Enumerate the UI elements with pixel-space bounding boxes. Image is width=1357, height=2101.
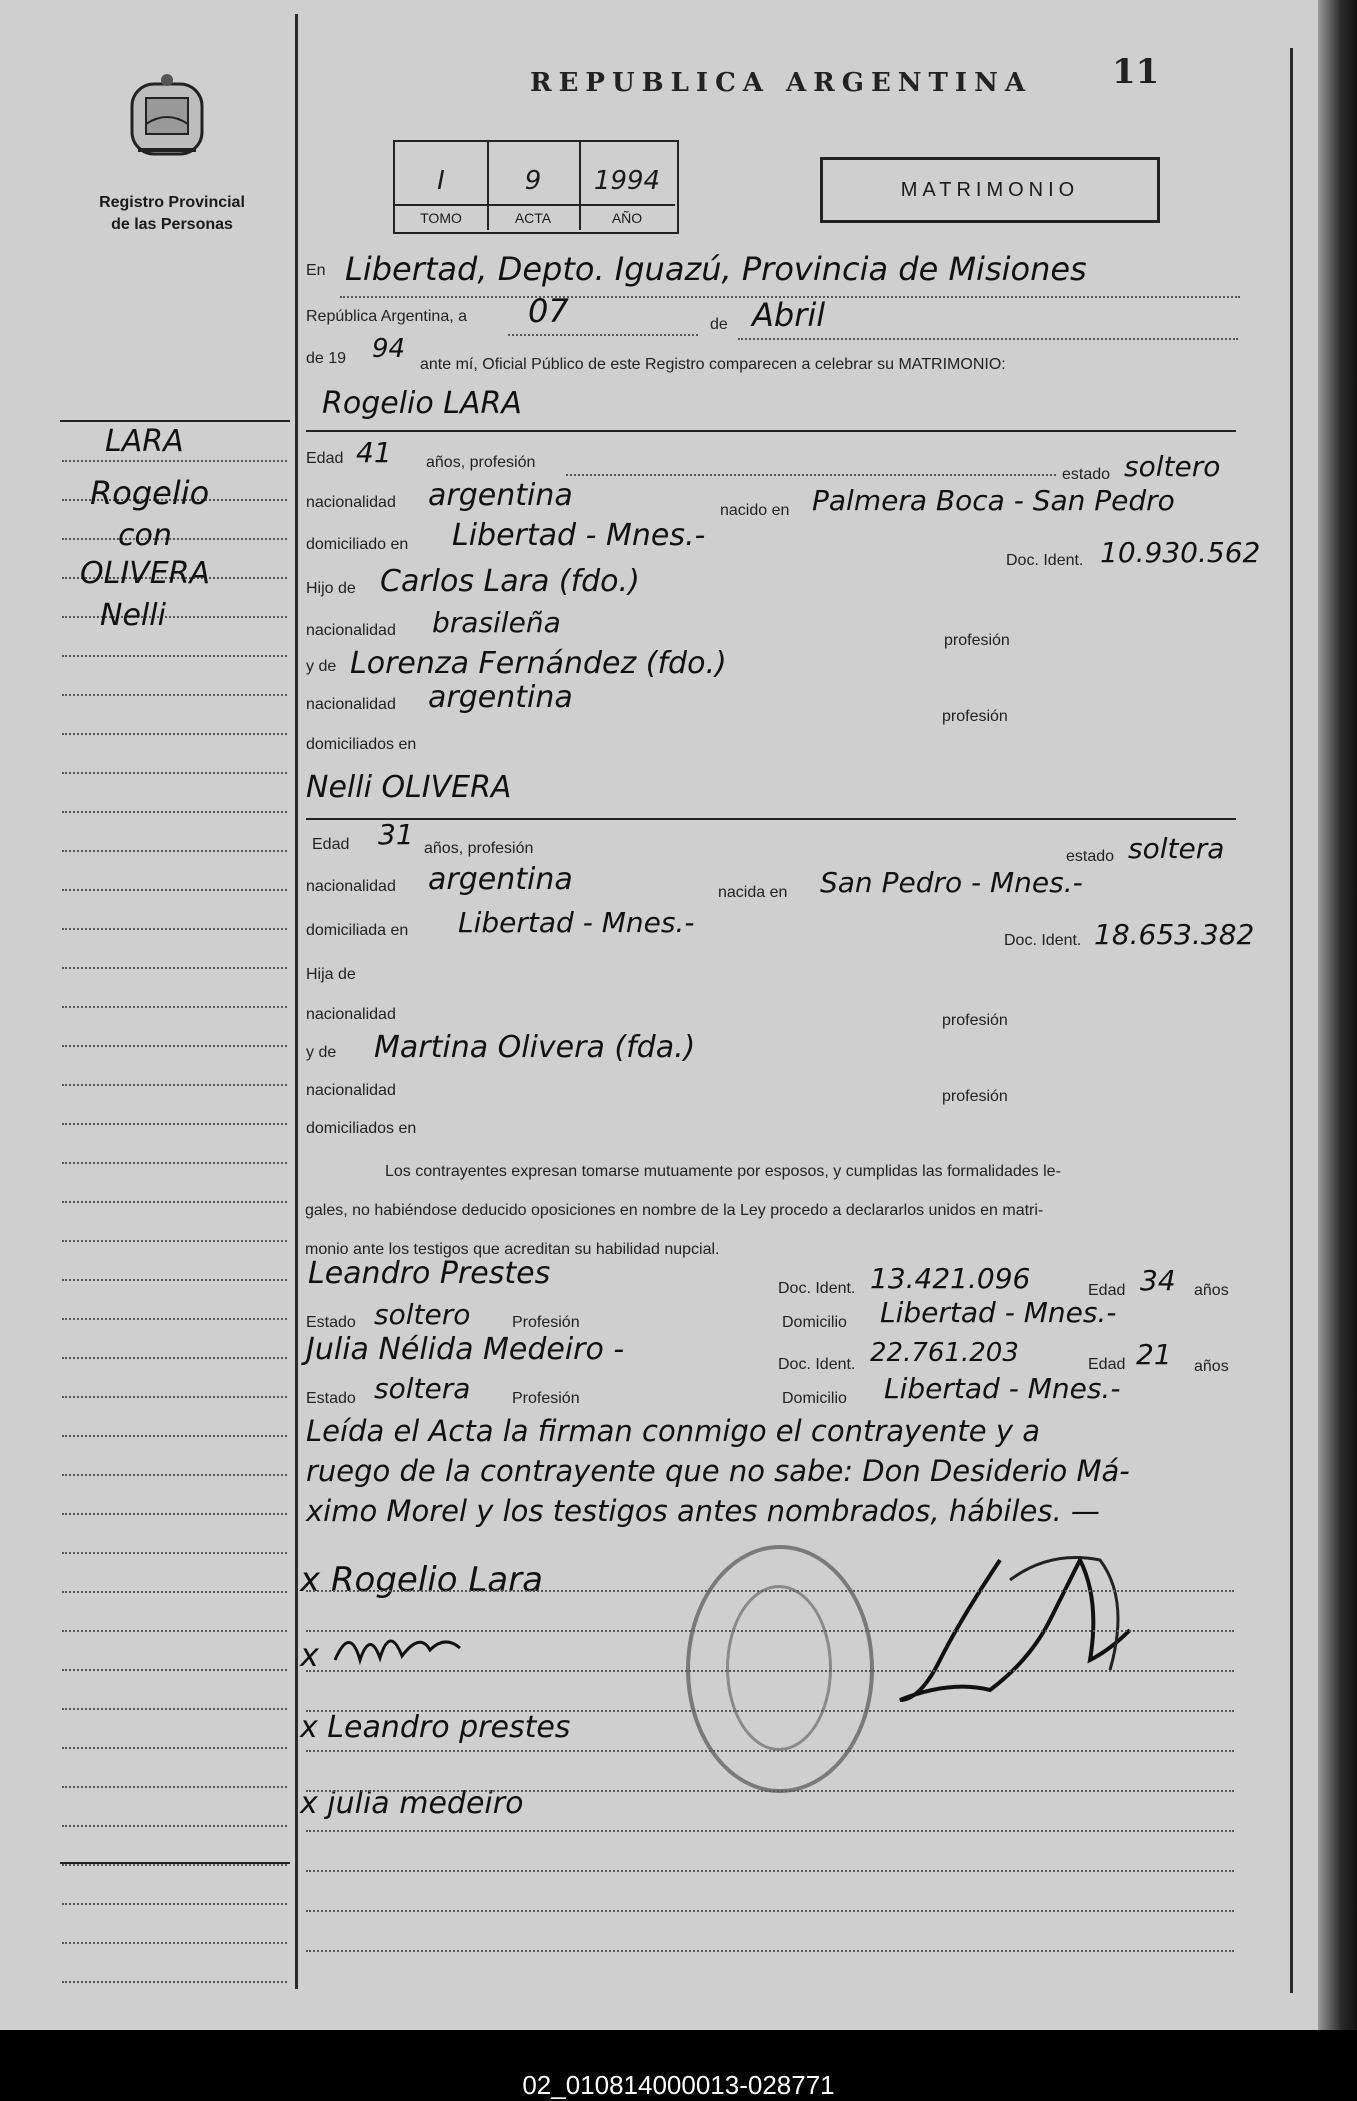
declaration-paragraph [305,1152,1235,1269]
margin-rule-line [62,1591,287,1593]
margin-rule-line [62,1708,287,1710]
margin-rule-line [62,1825,287,1827]
margin-rule-line [62,538,287,540]
margin-rule-line [62,1864,287,1866]
groom-nacionalidad: argentina [428,478,573,513]
seal-inner-ring [726,1585,832,1751]
body-rule-line [306,1590,1234,1592]
day-value: 07 [528,292,569,330]
label-nacionalidad: nacionalidad [306,696,396,713]
witness1-doc: 13.421.096 [870,1262,1031,1295]
margin-firstname: Rogelio [90,474,210,512]
paragraph-line: Los contrayentes expresan tomarse mutuamente por esposos, y cumplidas las formalidades le- [385,1163,1061,1180]
label-en: En [306,262,326,279]
acta-cell [487,142,581,230]
bride-doc: 18.653.382 [1094,918,1255,951]
closing-line: ximo Morel y los testigos antes nombrados, hábiles. — [306,1494,1100,1528]
label-nacionalidad: nacionalidad [306,494,396,511]
groom-domicilio: Libertad - Mnes.- [452,518,706,553]
day-line [508,334,698,336]
label-nacido-en: nacido en [720,502,790,519]
margin-rule-line [62,1630,287,1632]
margin-rule-line [62,1084,287,1086]
body-rule-line [306,1950,1234,1952]
margin-rule-line [62,1513,287,1515]
paragraph-line: gales, no habiéndose deducido oposiciones en nombre de la Ley procedo a declararlos unidos en matri- [305,1202,1044,1219]
bride-mother: Martina Olivera (fda.) [374,1030,696,1065]
label-nacionalidad: nacionalidad [306,1006,396,1023]
body-rule-line [306,1830,1234,1832]
label-estado: estado [1066,848,1115,865]
margin-rule-line [62,1903,287,1905]
tomo-label: TOMO [395,204,487,230]
bride-birthplace: San Pedro - Mnes.- [820,866,1083,899]
margin-rule-line [62,1942,287,1944]
tomo-cell [395,142,489,230]
margin-rule-line [62,1435,287,1437]
margin-rule-line [62,694,287,696]
label-de: de [710,316,728,333]
label-hijo-de: Hijo de [306,580,356,597]
document-type-box: MATRIMONIO [820,157,1160,223]
label-profesion: profesión [942,708,1008,725]
margin-rule-line [62,1552,287,1554]
margin-rule-line [62,1981,287,1983]
margin-rule-line [62,1747,287,1749]
body-rule-line [306,1910,1234,1912]
label-profesion-cap: Profesión [512,1390,580,1407]
margin-bride-firstname: Nelli [100,598,166,633]
margin-rule-line [62,1669,287,1671]
label-edad: Edad [306,450,344,467]
margin-rule-line [62,1279,287,1281]
paragraph-line: monio ante los testigos que acreditan su habilidad nupcial. [305,1241,720,1258]
bride-estado: soltera [1128,832,1225,865]
book-binding [1318,0,1357,2030]
witness2-estado: soltera [374,1372,471,1405]
groom-father-nacionalidad: brasileña [432,606,561,639]
acta-box [393,140,679,234]
year-value: 94 [372,334,406,364]
groom-birthplace: Palmera Boca - San Pedro [812,484,1175,517]
witness1-estado: soltero [374,1298,471,1331]
label-doc-ident: Doc. Ident. [778,1356,856,1373]
margin-rule-line [62,1318,287,1320]
acta-value: 9 [524,166,542,196]
official-seal-stamp [686,1545,874,1793]
label-estado-cap: Estado [306,1390,356,1407]
anio-label: AÑO [579,204,675,230]
label-edad: Edad [1088,1356,1126,1373]
witness2-age: 21 [1136,1338,1172,1371]
margin-rule-line [62,1006,287,1008]
label-nacionalidad: nacionalidad [306,878,396,895]
label-de-19: de 19 [306,350,347,367]
label-profesion-cap: Profesión [512,1314,580,1331]
bride-nacionalidad: argentina [428,862,573,897]
bride-age: 31 [378,818,414,851]
margin-bride-surname: OLIVERA [80,556,211,591]
page-number: 11 [1112,52,1160,92]
label-doc-ident: Doc. Ident. [1004,932,1082,949]
margin-rule-line [62,1201,287,1203]
label-profesion: profesión [942,1088,1008,1105]
groom-name: Rogelio LARA [322,386,522,421]
witness1-domicilio: Libertad - Mnes.- [880,1296,1117,1329]
footer-code: 02_010814000013-028771 [522,2070,835,2100]
groom-profesion-line [566,474,1056,476]
label-edad: Edad [1088,1282,1126,1299]
margin-rule-line [62,967,287,969]
label-anos: años [1194,1358,1229,1375]
month-value: Abril [752,296,826,334]
margin-rule-line [62,1396,287,1398]
margin-bottom-rule [60,1862,290,1864]
witness2-domicilio: Libertad - Mnes.- [884,1372,1121,1405]
margin-rule-line [62,733,287,735]
bride-domicilio: Libertad - Mnes.- [458,906,695,939]
margin-rule-line [62,1045,287,1047]
label-domiciliado: domiciliado en [306,536,409,553]
country-title: REPUBLICA ARGENTINA [530,68,1033,98]
witness1-name: Leandro Prestes [308,1256,551,1291]
acta-label: ACTA [487,204,579,230]
margin-rule-line [62,772,287,774]
signature-witness-morel: x [300,1636,319,1674]
label-estado: estado [1062,466,1111,483]
label-domiciliados: domiciliados en [306,736,417,753]
label-domiciliados: domiciliados en [306,1120,417,1137]
register-line-1: Registro Provincial [99,194,245,211]
label-domicilio: Domicilio [782,1314,847,1331]
label-estado-cap: Estado [306,1314,356,1331]
margin-rule-line [62,1474,287,1476]
groom-estado: soltero [1124,450,1221,483]
witness2-name: Julia Nélida Medeiro - [306,1332,625,1367]
groom-mother: Lorenza Fernández (fdo.) [350,646,727,681]
margin-rule-line [62,1357,287,1359]
label-nacionalidad: nacionalidad [306,1082,396,1099]
body-rule-line [306,1870,1234,1872]
groom-doc: 10.930.562 [1100,536,1261,569]
margin-rule-line [62,1786,287,1788]
margin-rule-line [62,460,287,462]
body-rule-line [306,1630,1234,1632]
margin-rule-line [62,655,287,657]
right-border-rule [1290,48,1293,1993]
label-y-de: y de [306,658,337,675]
label-ante: ante mí, Oficial Público de este Registro comparecen a celebrar su MATRIMONIO: [420,356,1006,373]
closing-line: ruego de la contrayente que no sabe: Don Desiderio Má- [306,1454,1130,1488]
bride-name: Nelli OLIVERA [306,770,512,805]
label-y-de: y de [306,1044,337,1061]
margin-rule-line [62,889,287,891]
witness1-age: 34 [1140,1264,1176,1297]
margin-rule-line [62,850,287,852]
margin-rule-line [62,1240,287,1242]
tomo-value: I [437,166,445,196]
misiones-crest-icon [128,70,206,166]
margin-rule-line [62,1162,287,1164]
label-anos-profesion: años, profesión [426,454,536,471]
place-value: Libertad, Depto. Iguazú, Provincia de Misiones [345,250,1087,288]
body-rule-line [306,1670,1234,1672]
margin-rule-line [62,928,287,930]
label-nacionalidad: nacionalidad [306,622,396,639]
margin-con: con [118,518,172,553]
label-anos: años [1194,1282,1229,1299]
groom-mother-nacionalidad: argentina [428,680,573,715]
label-profesion: profesión [944,632,1010,649]
anio-cell [579,142,675,230]
label-edad: Edad [312,836,350,853]
anio-value: 1994 [593,166,661,196]
register-name [72,192,272,236]
signature-witness1: x Leandro prestes [300,1710,571,1745]
signature-groom: x Rogelio Lara [300,1560,543,1600]
closing-line: Leída el Acta la firman conmigo el contrayente y a [306,1414,1040,1448]
margin-surname: LARA [105,424,184,459]
register-line-2: de las Personas [111,216,233,233]
witness2-doc: 22.761.203 [870,1338,1019,1368]
body-rule-line [306,1750,1234,1752]
groom-father: Carlos Lara (fdo.) [380,564,640,599]
label-domiciliada: domiciliada en [306,922,409,939]
margin-divider [295,14,298,1989]
label-anos-profesion: años, profesión [424,840,534,857]
margin-rule-line [62,616,287,618]
groom-name-rule [306,430,1236,432]
bride-name-rule [306,818,1236,820]
label-hija-de: Hija de [306,966,356,983]
label-domicilio: Domicilio [782,1390,847,1407]
label-nacida-en: nacida en [718,884,788,901]
groom-age: 41 [356,436,392,469]
margin-rule-line [62,1123,287,1125]
label-doc-ident: Doc. Ident. [1006,552,1084,569]
label-republica: República Argentina, a [306,308,467,325]
body-rule-line [306,1790,1234,1792]
margin-top-rule [60,420,290,422]
label-doc-ident: Doc. Ident. [778,1280,856,1297]
body-rule-line [306,1710,1234,1712]
signature-witness2: x julia medeiro [300,1786,524,1821]
month-line [738,338,1238,340]
margin-rule-line [62,811,287,813]
label-profesion: profesión [942,1012,1008,1029]
